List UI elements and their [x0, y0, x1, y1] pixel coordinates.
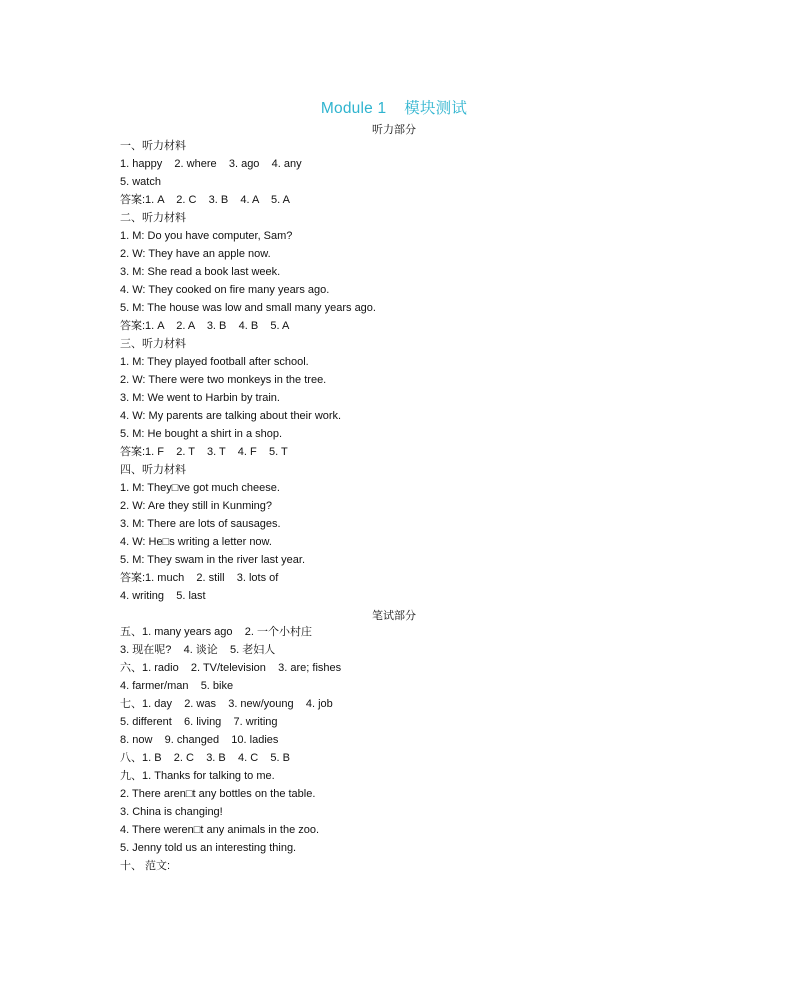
answer-line: 5. watch	[120, 176, 161, 188]
answer-line: 5. Jenny told us an interesting thing.	[120, 842, 297, 854]
answer-line: 3. China is changing!	[120, 806, 223, 818]
answer-line: 5. different 6. living 7. writing	[120, 716, 278, 728]
answer-line: 九、1. Thanks for talking to me.	[120, 770, 275, 782]
writing-heading: 笔试部分	[372, 610, 416, 622]
answer-line: 8. now 9. changed 10. ladies	[120, 734, 279, 746]
answer-line: 2. W: There were two monkeys in the tree.	[120, 374, 327, 386]
answer-line: 5. M: He bought a shirt in a shop.	[120, 428, 283, 440]
listening-heading: 听力部分	[372, 124, 416, 136]
title-test: 模块测试	[404, 100, 468, 117]
answer-line: 答案:1. A 2. A 3. B 4. B 5. A	[120, 320, 290, 332]
answer-line: 4. writing 5. last	[120, 590, 206, 602]
answer-line: 4. There weren□t any animals in the zoo.	[120, 824, 320, 836]
answer-line: 五、1. many years ago 2. 一个小村庄	[120, 626, 312, 638]
answer-line: 答案:1. A 2. C 3. B 4. A 5. A	[120, 194, 290, 206]
title-module: Module 1	[320, 100, 387, 117]
writing-section	[120, 623, 740, 875]
answer-line: 4. W: They cooked on fire many years ago.	[120, 284, 330, 296]
answer-line: 二、听力材料	[120, 212, 186, 224]
answer-line: 六、1. radio 2. TV/television 3. are; fishes	[120, 662, 342, 674]
answer-line: 1. M: They played football after school.	[120, 356, 309, 368]
listening-section	[120, 137, 740, 605]
answer-line: 一、听力材料	[120, 140, 186, 152]
answer-line: 2. W: They have an apple now.	[120, 248, 271, 260]
answer-line: 三、听力材料	[120, 338, 186, 350]
answer-line: 1. M: Do you have computer, Sam?	[120, 230, 293, 242]
answer-line: 4. farmer/man 5. bike	[120, 680, 234, 692]
answer-line: 1. happy 2. where 3. ago 4. any	[120, 158, 302, 170]
answer-line: 3. M: There are lots of sausages.	[120, 518, 281, 530]
answer-line: 四、听力材料	[120, 464, 186, 476]
answer-line: 3. 现在呢? 4. 谈论 5. 老妇人	[120, 644, 276, 656]
answer-line: 答案:1. much 2. still 3. lots of	[120, 572, 279, 584]
answer-line: 2. W: Are they still in Kunming?	[120, 500, 273, 512]
answer-line: 1. M: They□ve got much cheese.	[120, 482, 280, 494]
answer-line: 4. W: My parents are talking about their work.	[120, 410, 342, 422]
answer-line: 4. W: He□s writing a letter now.	[120, 536, 272, 548]
answer-line: 5. M: They swam in the river last year.	[120, 554, 306, 566]
answer-line: 5. M: The house was low and small many years ago.	[120, 302, 376, 314]
answer-line: 十、 范文:	[120, 860, 171, 872]
answer-line: 3. M: She read a book last week.	[120, 266, 281, 278]
answer-line: 3. M: We went to Harbin by train.	[120, 392, 280, 404]
answer-line: 八、1. B 2. C 3. B 4. C 5. B	[120, 752, 290, 764]
page-title	[0, 96, 788, 118]
answer-line: 2. There aren□t any bottles on the table.	[120, 788, 316, 800]
answer-line: 答案:1. F 2. T 3. T 4. F 5. T	[120, 446, 288, 458]
answer-line: 七、1. day 2. was 3. new/young 4. job	[120, 698, 333, 710]
